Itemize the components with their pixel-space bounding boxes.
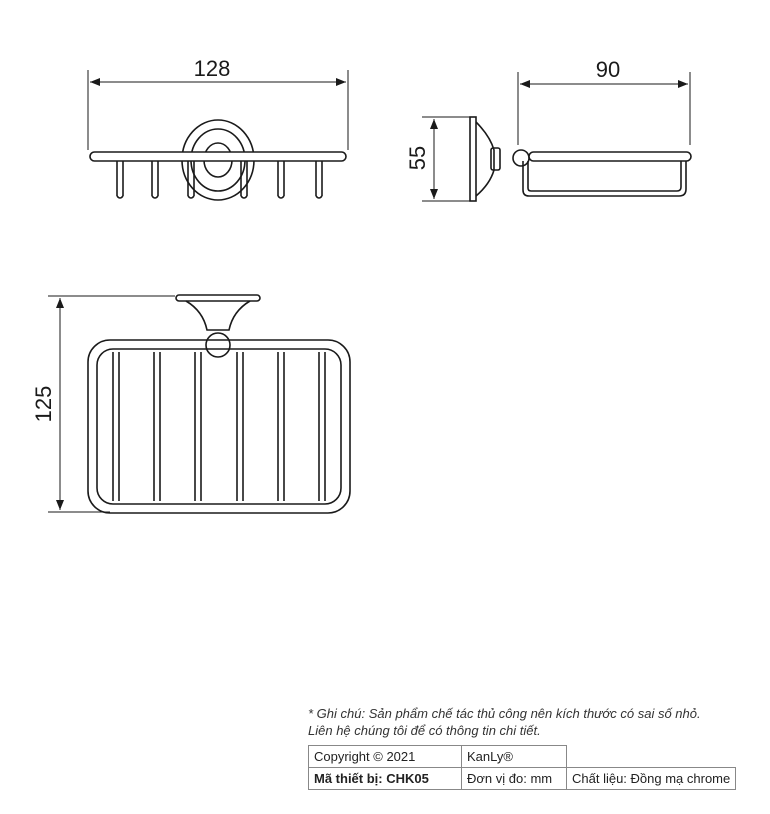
- note-line-2: Liên hệ chúng tôi để có thông tin chi tiết.: [308, 723, 541, 738]
- dimension-depth-label: 90: [595, 57, 621, 82]
- tray-bars: [113, 352, 325, 501]
- wire-prongs: [117, 161, 322, 198]
- dimension-length-label: 125: [31, 385, 56, 423]
- copyright-cell: Copyright © 2021: [309, 746, 462, 768]
- material-cell: Chất liệu: Đồng mạ chrome: [567, 768, 736, 790]
- table-row: [309, 746, 736, 768]
- note: [308, 705, 701, 739]
- empty-cell: [567, 746, 736, 768]
- dimension-height-label: 55: [405, 145, 430, 171]
- top-view: [31, 295, 350, 513]
- side-view: [405, 57, 691, 201]
- note-line-1: * Ghi chú: Sản phẩm chế tác thủ công nên kích thước có sai số nhỏ.: [308, 706, 701, 721]
- brand-cell: KanLy®: [462, 746, 567, 768]
- front-view: [88, 56, 348, 200]
- model-cell: Mã thiết bị: CHK05: [309, 768, 462, 790]
- info-table: [308, 745, 736, 790]
- unit-cell: Đơn vị đo: mm: [462, 768, 567, 790]
- table-row: [309, 768, 736, 790]
- dimension-width-label: 128: [193, 56, 231, 81]
